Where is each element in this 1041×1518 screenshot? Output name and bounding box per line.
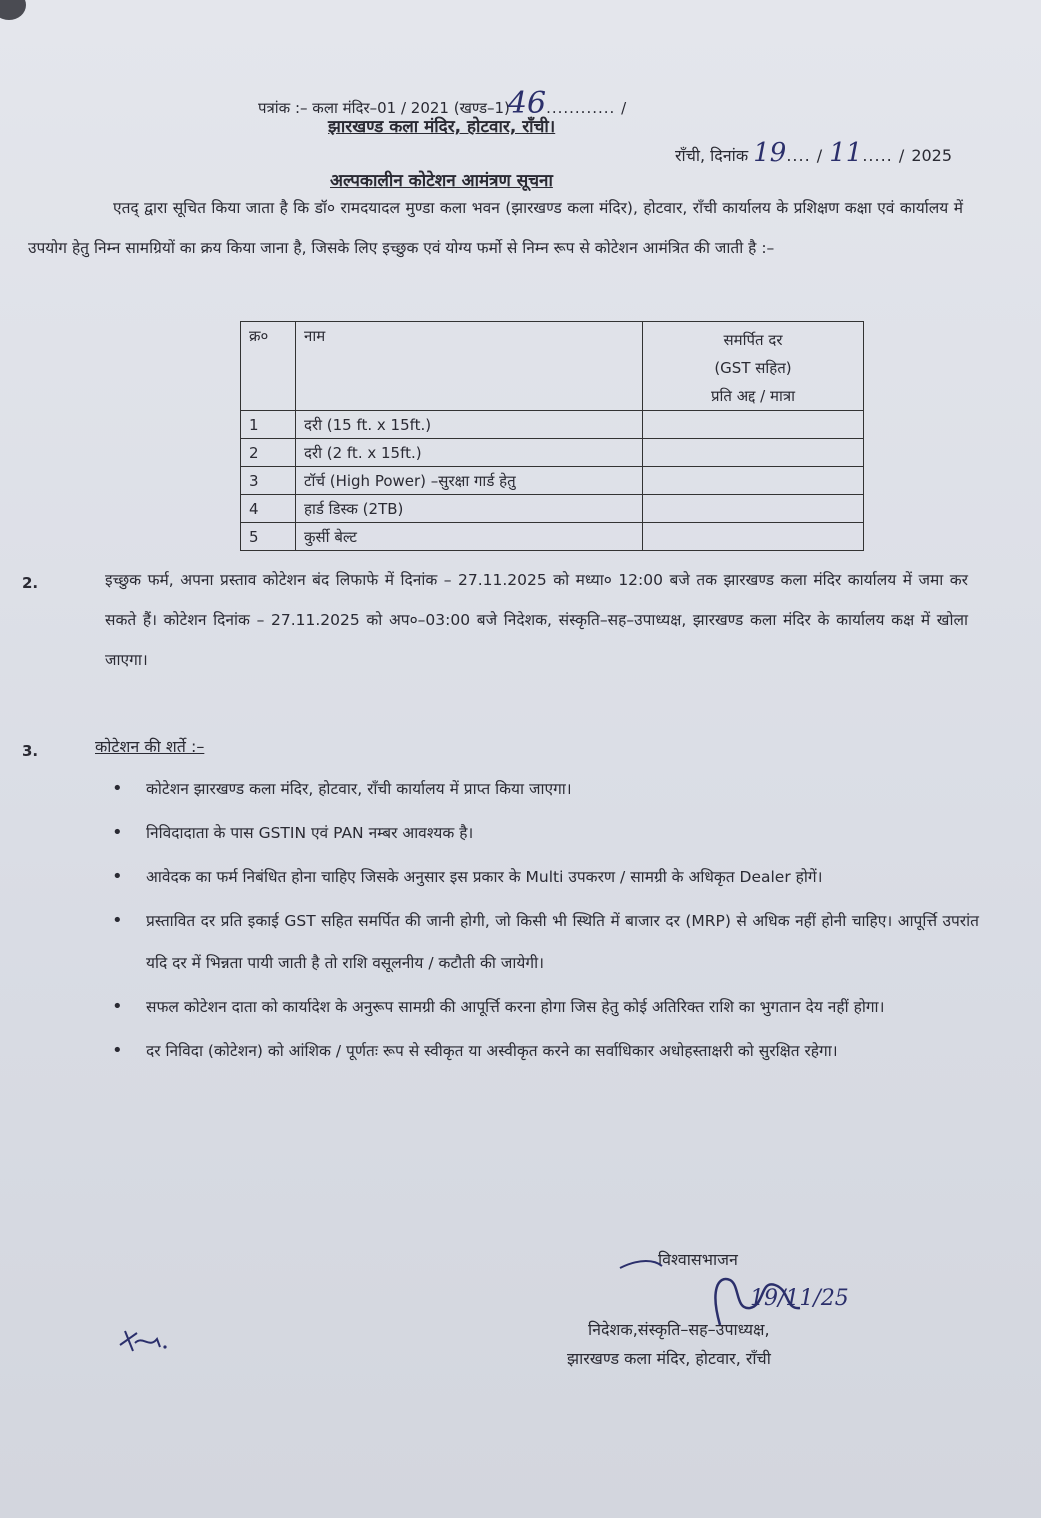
term-text: प्रस्तावित दर प्रति इकाई GST सहित समर्पित की जानी होगी, जो किसी भी स्थिति में बाजार दर (MRP) से अधिक नहीं होनी चाहिए। आपूर्त्ति उपरांत यदि दर में भिन्नता पायी जाती है तो राशि वसूलनीय / कटौती की जायेगी। (146, 912, 979, 972)
row-rate (643, 495, 864, 523)
header-rate-line1: समर्पित दर (723, 331, 783, 349)
closing-word: विश्वासभाजन (658, 1250, 738, 1269)
bullet: • (112, 910, 123, 931)
reference-number: पत्रांक :– कला मंदिर–01 / 2021 (खण्ड–1)46............ / (258, 86, 628, 121)
table-row (241, 467, 864, 495)
row-rate (643, 467, 864, 495)
term-text: निविदादाता के पास GSTIN एवं PAN नम्बर आवश्यक है। (146, 824, 474, 842)
date-day: 19 (753, 138, 787, 168)
section-2-text: इच्छुक फर्म, अपना प्रस्ताव कोटेशन बंद लिफाफे में दिनांक – 27.11.2025 को मध्या० 12:00 बजे तक झारखण्ड कला मंदिर कार्यालय में जमा कर सकते हैं। कोटेशन दिनांक – 27.11.2025 को अप०–03:00 बजे निदेशक, संस्कृति–सह–उपाध्यक्ष, झारखण्ड कला मंदिर के कार्यालय कक्ष में खोला जाएगा। (105, 571, 968, 669)
row-name: दरी (15 ft. x 15ft.) (296, 411, 643, 439)
punch-hole (0, 0, 26, 20)
header-rate (643, 322, 864, 411)
intro-paragraph: एतद् द्वारा सूचित किया जाता है कि डॉ० रामदयादल मुण्डा कला भवन (झारखण्ड कला मंदिर), होटवार, राँची कार्यालय के प्रशिक्षण कक्षा एवं कार्यालय में उपयोग हेतु निम्न सामग्रियों का क्रय किया जाना है, जिसके लिए इच्छुक एवं योग्य फर्मो से निम्न रूप से कोटेशन आमंत्रित की जाती है :– (28, 199, 963, 257)
row-sno: 2 (241, 439, 296, 467)
bullet: • (112, 778, 123, 799)
bullet: • (112, 996, 123, 1017)
section-3-number: 3. (22, 742, 39, 760)
list-item (112, 986, 979, 1028)
table-row (241, 495, 864, 523)
list-item (112, 900, 979, 984)
bullet: • (112, 866, 123, 887)
table-header-row (241, 322, 864, 411)
term-text: आवेदक का फर्म निबंधित होना चाहिए जिसके अनुसार इस प्रकार के Multi उपकरण / सामग्री के अधिकृत Dealer होगें। (146, 868, 823, 886)
header-rate-line2: (GST सहित) (714, 359, 792, 377)
list-item (112, 812, 979, 854)
signature-date: 19/11/25 (750, 1286, 849, 1311)
items-table (240, 321, 864, 551)
date-prefix: राँची, दिनांक (675, 146, 749, 165)
header-sno: क्र० (241, 322, 296, 411)
table-row (241, 439, 864, 467)
date-month: 11 (829, 138, 863, 168)
notice-title: अल्पकालीन कोटेशन आमंत्रण सूचना (330, 171, 553, 191)
header-name: नाम (296, 322, 643, 411)
initials-mark (115, 1325, 175, 1355)
table-row (241, 411, 864, 439)
row-name: दरी (2 ft. x 15ft.) (296, 439, 643, 467)
date-line: राँची, दिनांक 19.... / 11..... / 2025 (675, 138, 953, 168)
row-name: हार्ड डिस्क (2TB) (296, 495, 643, 523)
row-rate (643, 411, 864, 439)
terms-list (112, 768, 979, 1074)
header-rate-line3: प्रति अद्द / मात्रा (710, 387, 796, 405)
list-item (112, 856, 979, 898)
row-sno: 1 (241, 411, 296, 439)
reference-label: पत्रांक :– कला मंदिर–01 / 2021 (खण्ड–1) (258, 99, 510, 117)
bullet: • (112, 822, 123, 843)
section-2-number: 2. (22, 574, 39, 592)
row-rate (643, 439, 864, 467)
list-item (112, 1030, 979, 1072)
terms-heading: कोटेशन की शर्ते :– (95, 737, 205, 756)
term-text: सफल कोटेशन दाता को कार्यादेश के अनुरूप सामग्री की आपूर्त्ति करना होगा जिस हेतु कोई अतिरिक्त राशि का भुगतान देय नहीं होगा। (146, 998, 885, 1016)
signatory-designation: निदेशक,संस्कृति–सह–उपाध्यक्ष, (588, 1320, 770, 1339)
row-sno: 4 (241, 495, 296, 523)
date-year: 2025 (911, 146, 953, 165)
term-text: कोटेशन झारखण्ड कला मंदिर, होटवार, राँची कार्यालय में प्राप्त किया जाएगा। (146, 780, 572, 798)
office-name: झारखण्ड कला मंदिर, होटवार, राँची। (328, 117, 556, 137)
row-sno: 3 (241, 467, 296, 495)
list-item (112, 768, 979, 810)
handwritten-reference-number: 46 (507, 86, 547, 121)
row-name: टॉर्च (High Power) –सुरक्षा गार्ड हेतु (296, 467, 643, 495)
bullet: • (112, 1040, 123, 1061)
term-text: दर निविदा (कोटेशन) को आंशिक / पूर्णतः रूप से स्वीकृत या अस्वीकृत करने का सर्वाधिकार अधोहस्ताक्षरी को सुरक्षित रहेगा। (146, 1042, 838, 1060)
row-name: कुर्सी बेल्ट (296, 523, 643, 551)
signatory-office: झारखण्ड कला मंदिर, होटवार, राँची (567, 1349, 771, 1368)
row-sno: 5 (241, 523, 296, 551)
row-rate (643, 523, 864, 551)
table-row (241, 523, 864, 551)
